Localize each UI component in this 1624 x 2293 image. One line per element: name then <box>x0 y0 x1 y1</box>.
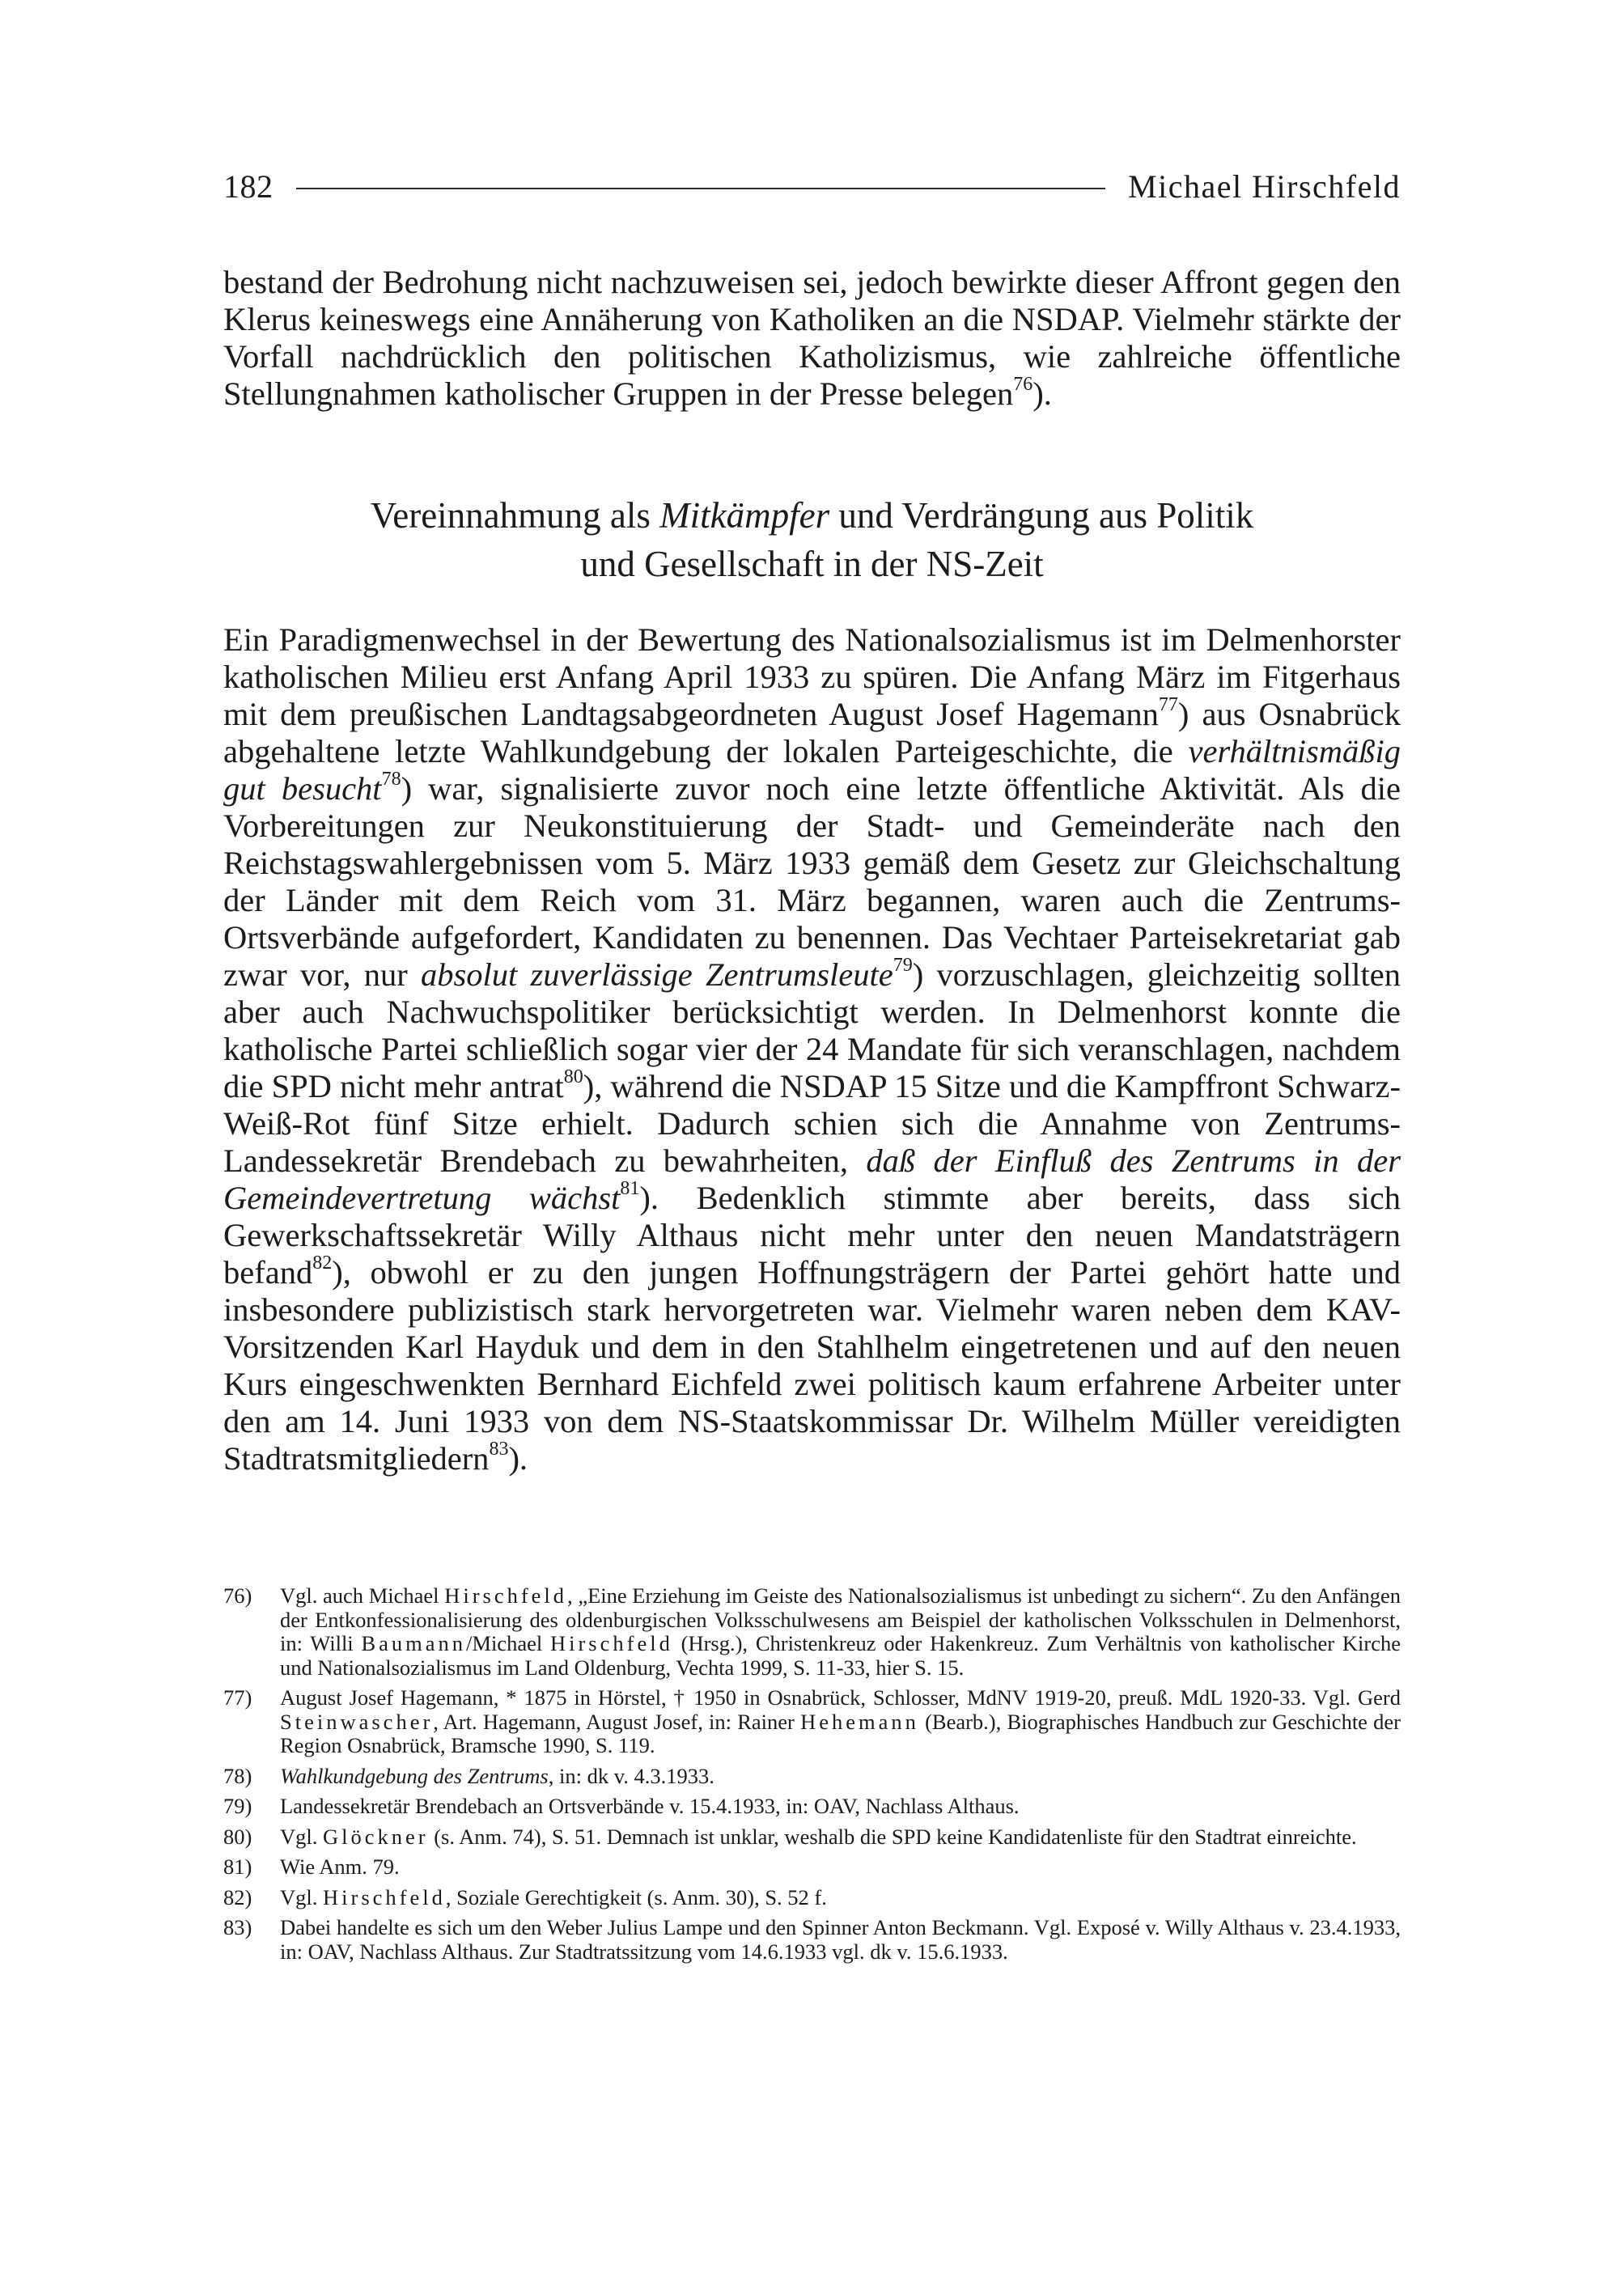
footnotes <box>223 1584 1401 1970</box>
footnote-number: 82) <box>223 1884 252 1909</box>
footnote-text <box>280 1584 1401 1680</box>
footnote-81 <box>223 1855 1401 1880</box>
author-name: Hirschfeld <box>323 1884 446 1909</box>
footnote-text: Wie Anm. 79. <box>280 1854 400 1879</box>
section-heading <box>223 491 1401 588</box>
footnote-76 <box>223 1584 1401 1680</box>
heading-italic-text: Mitkämpfer <box>659 495 830 536</box>
footnote-ref-79[interactable]: 79 <box>893 955 913 976</box>
footnote-ref-81[interactable]: 81 <box>620 1178 640 1199</box>
footnote-79 <box>223 1795 1401 1819</box>
footnote-text <box>280 1686 1401 1758</box>
footnote-segment: , in: dk v. 4.3.1933. <box>548 1763 714 1788</box>
footnote-segment: August Josef Hagemann, * 1875 in Hörstel, † 1950 in Osnabrück, Schlosser, MdNV 1919-20, preuß. MdL 1920-33. Vgl. Gerd <box>280 1685 1401 1710</box>
footnote-number: 79) <box>223 1794 252 1818</box>
footnote-ref-76[interactable]: 76 <box>1013 374 1033 395</box>
footnote-text <box>280 1886 1401 1910</box>
paragraph-text: ) aus Osnabrück abgehaltene letzte Wahlkundgebung der lokalen Parteigeschichte, die <box>223 696 1401 769</box>
heading-line-1 <box>223 491 1401 540</box>
heading-text: und Verdrängung aus Politik <box>829 495 1254 536</box>
footnote-ref-77[interactable]: 77 <box>1158 694 1178 715</box>
page-number: 182 <box>223 167 273 205</box>
heading-line-2: und Gesellschaft in der NS-Zeit <box>580 544 1044 584</box>
quoted-phrase: daß der Einfluß des Zentrums in der Gemeindevertretung wächst <box>223 1142 1401 1216</box>
paragraph-text: ) war, signalisierte zuvor noch eine letzte öffentliche Aktivität. Als die Vorbereitungen zur Neukonstituierung der Stadt- und Gemeinderäte nach den Reichstagswahlergebnissen vom 5. März 1933 gemäß dem Gesetz zur Gleichschaltung der Länder mit dem Reich vom 31. März begannen, waren auch die Zentrums-Ortsverbände aufgefordert, Kandidaten zu benennen. Das Vechtaer Parteisekretariat gab zwar vor, nur <box>223 770 1401 993</box>
author-name: Hehemann <box>800 1709 919 1734</box>
footnote-segment: , Art. Hagemann, August Josef, in: Rainer <box>433 1709 801 1734</box>
footnote-text <box>280 1825 1401 1850</box>
footnote-77 <box>223 1686 1401 1758</box>
paragraph-text: ). <box>1032 375 1052 412</box>
footnote-78 <box>223 1765 1401 1789</box>
footnote-italic: Wahlkundgebung des Zentrums <box>280 1763 549 1788</box>
author-name: Baumann <box>361 1631 467 1655</box>
footnote-ref-78[interactable]: 78 <box>381 769 401 790</box>
footnote-segment: /Michael <box>466 1631 550 1655</box>
paragraph-1 <box>223 264 1401 413</box>
paragraph-text: ). <box>508 1440 528 1477</box>
footnote-segment: Vgl. <box>280 1824 323 1849</box>
paragraph-text: bestand der Bedrohung nicht nachzuweisen sei, jedoch bewirkte dieser Affront gegen den Klerus keineswegs eine Annäherung von Katholiken an die NSDAP. Vielmehr stärkte der Vorfall nachdrücklich den politischen Katholizismus, wie zahlreiche öffentliche Stellungnahmen katholischer Gruppen in der Presse belegen <box>223 264 1401 412</box>
footnote-number: 83) <box>223 1915 252 1939</box>
footnote-number: 77) <box>223 1685 252 1710</box>
footnote-text <box>280 1765 1401 1789</box>
footnote-segment: (Hrsg.), Christenkreuz oder Hakenkreuz. Zum Verhältnis von katholischer Kirche und Nationalsozialismus im Land Oldenburg, Vechta 1999, S. 11-33, hier S. 15. <box>280 1631 1401 1680</box>
footnote-number: 81) <box>223 1854 252 1879</box>
footnote-83 <box>223 1916 1401 1964</box>
footnote-ref-82[interactable]: 82 <box>312 1252 333 1274</box>
author-name: Hirschfeld <box>444 1583 568 1608</box>
author-name: Hirschfeld <box>549 1631 673 1655</box>
running-head-author: Michael Hirschfeld <box>1128 167 1401 205</box>
paragraph-text: Ein Paradigmenwechsel in der Bewertung des Nationalsozialismus ist im Delmenhorster katholischen Milieu erst Anfang April 1933 zu spüren. Die Anfang März im Fitgerhaus mit dem preußischen Landtagsabgeordneten August Josef Hagemann <box>223 621 1401 732</box>
paragraph-2 <box>223 621 1401 1477</box>
footnote-segment: Vgl. auch Michael <box>280 1583 445 1608</box>
footnote-number: 80) <box>223 1824 252 1849</box>
author-name: Steinwascher <box>280 1709 434 1734</box>
author-name: Glöckner <box>323 1824 429 1849</box>
footnote-ref-83[interactable]: 83 <box>489 1439 509 1460</box>
footnote-number: 76) <box>223 1583 252 1608</box>
footnote-text: Landessekretär Brendebach an Ortsverbände v. 15.4.1933, in: OAV, Nachlass Althaus. <box>280 1794 1020 1818</box>
header-rule <box>296 188 1106 189</box>
footnote-segment: (Bearb.), Biographisches Handbuch zur Geschichte der Region Osnabrück, Bramsche 1990, S. 119. <box>280 1709 1401 1757</box>
paragraph-text: ), während die NSDAP 15 Sitze und die Kampffront Schwarz-Weiß-Rot fünf Sitze erhielt. Dadurch schien sich die Annahme von Zentrums-Landessekretär Brendebach zu bewahrheiten, <box>223 1068 1401 1179</box>
running-head <box>223 162 1401 210</box>
paragraph-text: ). Bedenklich stimmte aber bereits, dass sich Gewerkschaftssekretär Willy Althaus nicht mehr unter den neuen Mandatsträgern befand <box>223 1180 1401 1291</box>
footnote-segment: Vgl. <box>280 1884 323 1909</box>
footnote-80 <box>223 1825 1401 1850</box>
footnote-number: 78) <box>223 1763 252 1788</box>
footnote-segment: (s. Anm. 74), S. 51. Demnach ist unklar, weshalb die SPD keine Kandidatenliste für den Stadtrat einreichte. <box>428 1824 1357 1849</box>
quoted-phrase: absolut zuverlässige Zentrumsleute <box>420 956 893 993</box>
footnote-segment: , Soziale Gerechtigkeit (s. Anm. 30), S. 52 f. <box>445 1884 827 1909</box>
paragraph-text: ), obwohl er zu den jungen Hoffnungsträgern der Partei gehört hatte und insbesondere publizistisch stark hervorgetreten war. Vielmehr waren neben dem KAV-Vorsitzenden Karl Hayduk und dem in den Stahlhelm eingetretenen und auf den neuen Kurs eingeschwenkten Bernhard Eichfeld zwei politisch kaum erfahrene Arbeiter unter den am 14. Juni 1933 von dem NS-Staatskommissar Dr. Wilhelm Müller vereidigten Stadtratsmitgliedern <box>223 1254 1401 1477</box>
footnote-82 <box>223 1886 1401 1910</box>
paragraph-text: ) vorzuschlagen, gleichzeitig sollten aber auch Nachwuchspolitiker berücksichtigt werden. In Delmenhorst konnte die katholische Partei schließlich sogar vier der 24 Mandate für sich veranschlagen, nachdem die SPD nicht mehr antrat <box>223 956 1401 1104</box>
heading-text: Vereinnahmung als <box>370 495 660 536</box>
quoted-phrase: verhältnismäßig gut besucht <box>223 733 1401 807</box>
footnote-text: Dabei handelte es sich um den Weber Julius Lampe und den Spinner Anton Beckmann. Vgl. Exposé v. Willy Althaus v. 23.4.1933, in: OAV, Nachlass Althaus. Zur Stadtratssitzung vom 14.6.1933 vgl. dk v. 15.6.1933. <box>280 1915 1401 1964</box>
footnote-ref-80[interactable]: 80 <box>563 1066 583 1087</box>
footnote-segment: , „Eine Erziehung im Geiste des Nationalsozialismus ist unbedingt zu sichern“. Zu den Anfängen der Entkonfessionalisierung des oldenburgischen Volksschulwesens am Beispiel der katholischen Volksschulen in Delmenhorst, in: Willi <box>280 1583 1401 1655</box>
